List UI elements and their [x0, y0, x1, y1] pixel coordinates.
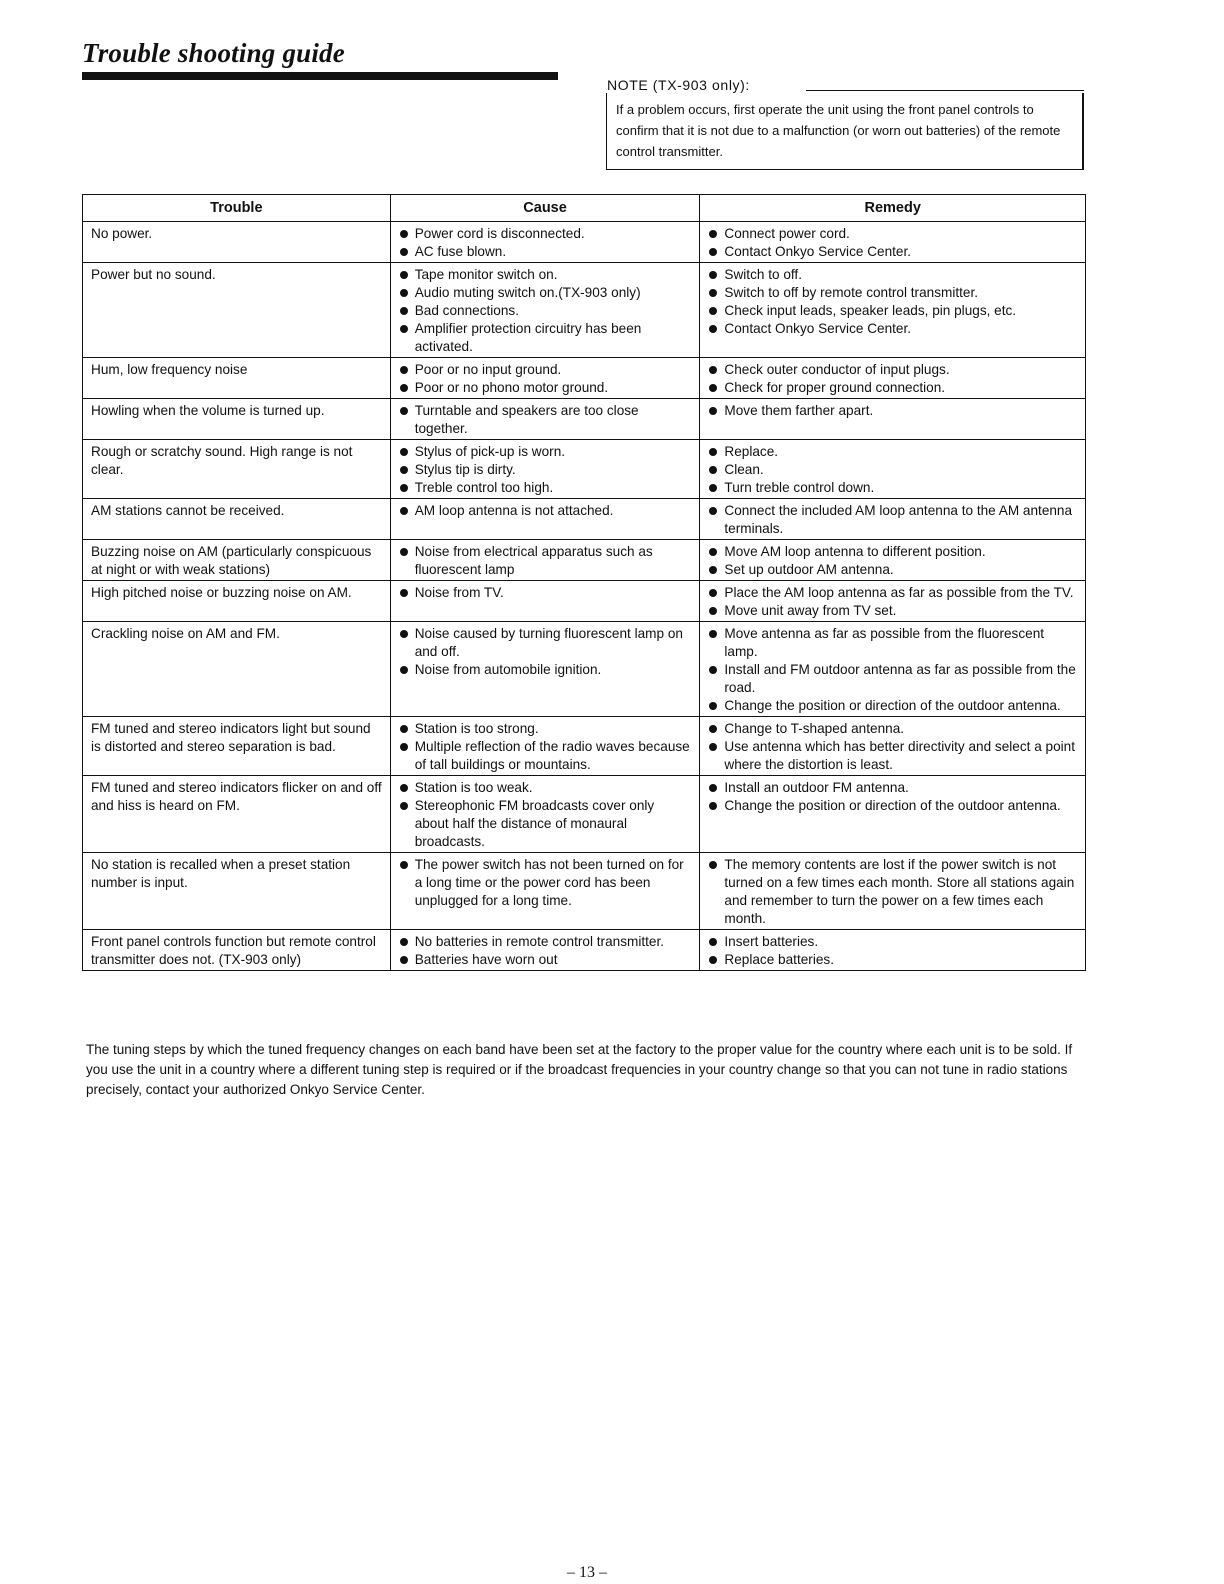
remedy-item: Insert batteries.: [708, 933, 1077, 951]
table-row: [83, 399, 1086, 440]
cause-cell: [390, 853, 700, 930]
table-body: [83, 222, 1086, 971]
remedy-item: Clean.: [708, 461, 1077, 479]
remedy-item: Move antenna as far as possible from the fluorescent lamp.: [708, 625, 1077, 661]
header-cause: Cause: [390, 195, 700, 222]
remedy-item: Check outer conductor of input plugs.: [708, 361, 1077, 379]
remedy-item: Check input leads, speaker leads, pin plugs, etc.: [708, 302, 1077, 320]
remedy-item: Place the AM loop antenna as far as possible from the TV.: [708, 584, 1077, 602]
trouble-cell: Crackling noise on AM and FM.: [83, 622, 391, 717]
table-row: [83, 853, 1086, 930]
remedy-item: Switch to off by remote control transmitter.: [708, 284, 1077, 302]
trouble-cell: Howling when the volume is turned up.: [83, 399, 391, 440]
cause-item: Poor or no phono motor ground.: [399, 379, 692, 397]
cause-cell: [390, 930, 700, 971]
table-row: [83, 222, 1086, 263]
cause-item: The power switch has not been turned on for a long time or the power cord has been unplugged for a long time.: [399, 856, 692, 910]
remedy-item: Move them farther apart.: [708, 402, 1077, 420]
remedy-cell: [700, 263, 1086, 358]
remedy-item: Turn treble control down.: [708, 479, 1077, 497]
cause-item: Station is too weak.: [399, 779, 692, 797]
trouble-cell: Power but no sound.: [83, 263, 391, 358]
remedy-item: Change the position or direction of the outdoor antenna.: [708, 797, 1077, 815]
remedy-item: Install an outdoor FM antenna.: [708, 779, 1077, 797]
note-text: If a problem occurs, first operate the unit using the front panel controls to confirm that it is not due to a malfunction (or worn out batteries) of the remote control transmitter.: [616, 102, 1061, 159]
table-header-row: [83, 195, 1086, 222]
troubleshooting-table: [82, 194, 1086, 971]
note-box: [606, 93, 1084, 170]
remedy-item: Check for proper ground connection.: [708, 379, 1077, 397]
remedy-cell: [700, 540, 1086, 581]
cause-cell: [390, 358, 700, 399]
trouble-cell: Hum, low frequency noise: [83, 358, 391, 399]
remedy-item: The memory contents are lost if the power switch is not turned on a few times each month. Store all stations again and remember to turn the power on a few times each month.: [708, 856, 1077, 928]
footer-note: The tuning steps by which the tuned frequency changes on each band have been set at the factory to the proper value for the country where each unit is to be sold. If you use the unit in a country where a different tuning step is required or if the broadcast frequencies in your country change so that you can not tune in radio stations precisely, contact your authorized Onkyo Service Center.: [86, 1042, 1073, 1097]
remedy-item: Contact Onkyo Service Center.: [708, 243, 1077, 261]
trouble-cell: FM tuned and stereo indicators flicker on and off and hiss is heard on FM.: [83, 776, 391, 853]
remedy-item: Replace.: [708, 443, 1077, 461]
table-row: [83, 499, 1086, 540]
remedy-cell: [700, 930, 1086, 971]
trouble-cell: Front panel controls function but remote control transmitter does not. (TX-903 only): [83, 930, 391, 971]
remedy-cell: [700, 358, 1086, 399]
header-trouble: Trouble: [83, 195, 391, 222]
cause-item: Stereophonic FM broadcasts cover only about half the distance of monaural broadcasts.: [399, 797, 692, 851]
trouble-cell: No power.: [83, 222, 391, 263]
cause-item: Audio muting switch on.(TX-903 only): [399, 284, 692, 302]
cause-item: Batteries have worn out: [399, 951, 692, 969]
cause-item: Station is too strong.: [399, 720, 692, 738]
cause-item: Bad connections.: [399, 302, 692, 320]
table-row: [83, 263, 1086, 358]
remedy-cell: [700, 717, 1086, 776]
title-underline: [82, 72, 558, 80]
cause-cell: [390, 622, 700, 717]
remedy-item: Install and FM outdoor antenna as far as possible from the road.: [708, 661, 1077, 697]
cause-cell: [390, 499, 700, 540]
cause-item: AM loop antenna is not attached.: [399, 502, 692, 520]
remedy-item: Replace batteries.: [708, 951, 1077, 969]
table-row: [83, 622, 1086, 717]
remedy-cell: [700, 622, 1086, 717]
table-row: [83, 717, 1086, 776]
remedy-item: Connect the included AM loop antenna to the AM antenna terminals.: [708, 502, 1077, 538]
cause-item: Amplifier protection circuitry has been activated.: [399, 320, 692, 356]
table-row: [83, 581, 1086, 622]
page-number: – 13 –: [567, 1564, 607, 1581]
page-title: Trouble shooting guide: [82, 38, 345, 68]
remedy-item: Use antenna which has better directivity and select a point where the distortion is least.: [708, 738, 1077, 774]
cause-cell: [390, 540, 700, 581]
table-row: [83, 440, 1086, 499]
cause-item: Noise from automobile ignition.: [399, 661, 692, 679]
trouble-cell: FM tuned and stereo indicators light but sound is distorted and stereo separation is bad.: [83, 717, 391, 776]
remedy-cell: [700, 776, 1086, 853]
table-row: [83, 930, 1086, 971]
cause-cell: [390, 776, 700, 853]
table-row: [83, 358, 1086, 399]
table-row: [83, 540, 1086, 581]
cause-item: Noise caused by turning fluorescent lamp on and off.: [399, 625, 692, 661]
cause-cell: [390, 717, 700, 776]
cause-item: Multiple reflection of the radio waves because of tall buildings or mountains.: [399, 738, 692, 774]
cause-item: Tape monitor switch on.: [399, 266, 692, 284]
cause-item: Turntable and speakers are too close together.: [399, 402, 692, 438]
header-remedy: Remedy: [700, 195, 1086, 222]
remedy-item: Switch to off.: [708, 266, 1077, 284]
cause-cell: [390, 581, 700, 622]
remedy-item: Contact Onkyo Service Center.: [708, 320, 1077, 338]
remedy-cell: [700, 581, 1086, 622]
remedy-item: Change the position or direction of the outdoor antenna.: [708, 697, 1077, 715]
remedy-cell: [700, 222, 1086, 263]
cause-item: No batteries in remote control transmitter.: [399, 933, 692, 951]
cause-item: Stylus tip is dirty.: [399, 461, 692, 479]
cause-cell: [390, 222, 700, 263]
cause-item: Noise from electrical apparatus such as fluorescent lamp: [399, 543, 692, 579]
cause-cell: [390, 263, 700, 358]
note-rule: [806, 90, 1084, 91]
remedy-item: Change to T-shaped antenna.: [708, 720, 1077, 738]
cause-cell: [390, 440, 700, 499]
note-label: NOTE (TX-903 only):: [607, 77, 750, 93]
table-row: [83, 776, 1086, 853]
remedy-cell: [700, 499, 1086, 540]
cause-item: Poor or no input ground.: [399, 361, 692, 379]
remedy-item: Set up outdoor AM antenna.: [708, 561, 1077, 579]
remedy-cell: [700, 399, 1086, 440]
trouble-cell: No station is recalled when a preset station number is input.: [83, 853, 391, 930]
trouble-cell: Buzzing noise on AM (particularly conspicuous at night or with weak stations): [83, 540, 391, 581]
remedy-cell: [700, 440, 1086, 499]
trouble-cell: AM stations cannot be received.: [83, 499, 391, 540]
cause-item: Stylus of pick-up is worn.: [399, 443, 692, 461]
trouble-cell: Rough or scratchy sound. High range is not clear.: [83, 440, 391, 499]
cause-item: Power cord is disconnected.: [399, 225, 692, 243]
cause-item: Treble control too high.: [399, 479, 692, 497]
cause-cell: [390, 399, 700, 440]
cause-item: Noise from TV.: [399, 584, 692, 602]
cause-item: AC fuse blown.: [399, 243, 692, 261]
remedy-item: Move AM loop antenna to different position.: [708, 543, 1077, 561]
remedy-item: Move unit away from TV set.: [708, 602, 1077, 620]
trouble-cell: High pitched noise or buzzing noise on AM.: [83, 581, 391, 622]
remedy-item: Connect power cord.: [708, 225, 1077, 243]
remedy-cell: [700, 853, 1086, 930]
